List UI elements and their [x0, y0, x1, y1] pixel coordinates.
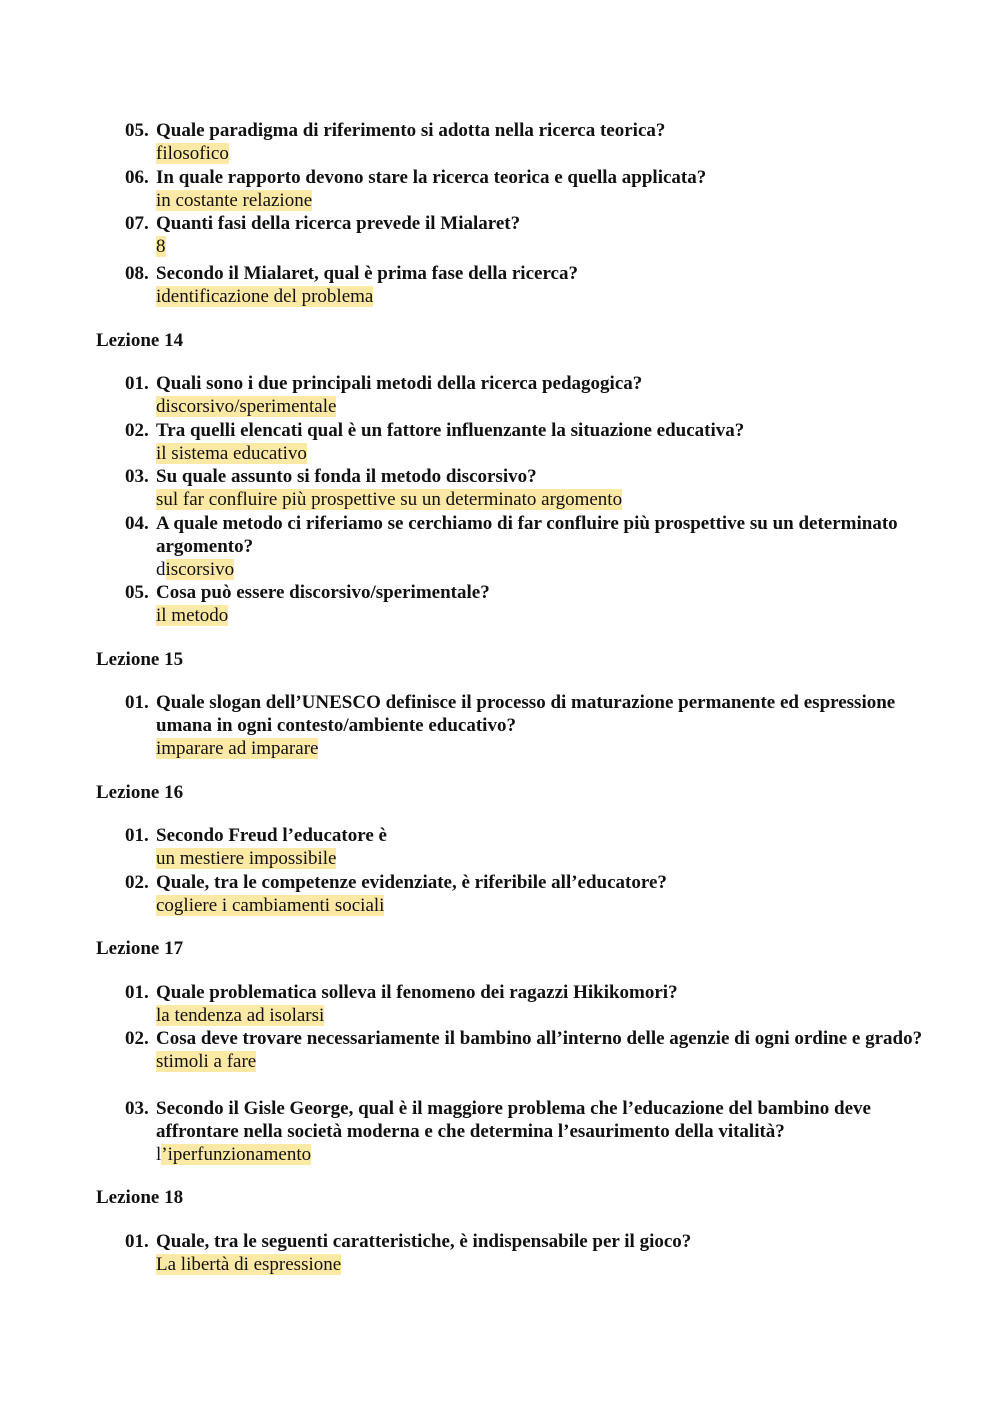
question-item	[125, 691, 925, 760]
question-item	[125, 871, 925, 917]
question-number: 05.	[125, 120, 149, 141]
answer-highlight: stimoli a fare	[156, 1051, 257, 1072]
answer-highlight: 8	[156, 236, 166, 257]
answer-highlight: la tendenza ad isolarsi	[156, 1005, 325, 1026]
question-text: Quale, tra le seguenti caratteristiche, è indispensabile per il gioco?	[156, 1231, 692, 1252]
answer	[156, 442, 925, 465]
answer-highlight: filosofico	[156, 143, 229, 164]
question-number: 01.	[125, 825, 149, 846]
question-number: 01.	[125, 692, 149, 713]
answer-highlight: un mestiere impossibile	[156, 848, 337, 869]
lesson-heading: Lezione 15	[96, 649, 184, 670]
answer-highlight: La libertà di espressione	[156, 1254, 342, 1275]
question-number: 06.	[125, 167, 149, 188]
lesson-heading: Lezione 17	[96, 938, 184, 959]
answer	[156, 847, 925, 870]
question-number: 03.	[125, 1098, 149, 1119]
answer	[156, 395, 925, 418]
question-item	[125, 1027, 925, 1073]
answer: discorsivo	[156, 559, 235, 580]
question-text: Secondo il Gisle George, qual è il maggiore problema che l’educazione del bambino deve affrontare nella società moderna e che determina l’esaurimento della vitalità?	[156, 1098, 871, 1142]
answer	[156, 285, 925, 308]
question-number: 03.	[125, 466, 149, 487]
answer	[156, 1004, 925, 1027]
question-item	[125, 1230, 925, 1276]
question-item	[125, 372, 925, 418]
question-item	[125, 166, 925, 212]
question-item	[125, 824, 925, 870]
question-number: 05.	[125, 582, 149, 603]
question-item	[125, 212, 925, 258]
answer-highlight: discorsivo/sperimentale	[156, 396, 337, 417]
answer	[156, 1253, 925, 1276]
question-text: Tra quelli elencati qual è un fattore influenzante la situazione educativa?	[156, 420, 745, 441]
answer	[156, 604, 925, 627]
question-item	[125, 465, 925, 511]
question-number: 01.	[125, 1231, 149, 1252]
answer-highlight: ’iperfunzionamento	[161, 1144, 312, 1165]
lesson-heading: Lezione 18	[96, 1187, 184, 1208]
question-item	[125, 1097, 925, 1166]
answer-highlight: imparare ad imparare	[156, 738, 319, 759]
answer-highlight: cogliere i cambiamenti sociali	[156, 895, 385, 916]
question-text: Secondo Freud l’educatore è	[156, 825, 387, 846]
question-text: Secondo il Mialaret, qual è prima fase della ricerca?	[156, 263, 578, 284]
question-number: 07.	[125, 213, 149, 234]
question-text: Quale slogan dell’UNESCO definisce il processo di maturazione permanente ed espressione umana in ogni contesto/ambiente educativo?	[156, 692, 896, 736]
question-text: Quale problematica solleva il fenomeno dei ragazzi Hikikomori?	[156, 982, 678, 1003]
answer	[156, 1050, 925, 1073]
question-item	[125, 119, 925, 165]
answer	[156, 142, 925, 165]
question-number: 02.	[125, 872, 149, 893]
question-item	[125, 262, 925, 308]
question-item	[125, 419, 925, 465]
lesson-heading: Lezione 16	[96, 782, 184, 803]
question-text: Quanti fasi della ricerca prevede il Mialaret?	[156, 213, 521, 234]
question-number: 08.	[125, 263, 149, 284]
answer	[156, 235, 925, 258]
answer-highlight: il metodo	[156, 605, 229, 626]
question-text: Quale paradigma di riferimento si adotta nella ricerca teorica?	[156, 120, 666, 141]
answer-highlight: iscorsivo	[165, 559, 235, 580]
question-number: 02.	[125, 420, 149, 441]
question-number: 01.	[125, 373, 149, 394]
question-item	[125, 512, 925, 581]
question-text: Quali sono i due principali metodi della ricerca pedagogica?	[156, 373, 643, 394]
question-text: Su quale assunto si fonda il metodo discorsivo?	[156, 466, 537, 487]
answer: l’iperfunzionamento	[156, 1144, 312, 1165]
lesson-heading: Lezione 14	[96, 330, 184, 351]
answer	[156, 737, 925, 760]
question-number: 02.	[125, 1028, 149, 1049]
answer	[156, 189, 925, 212]
answer-highlight: sul far confluire più prospettive su un determinato argomento	[156, 489, 623, 510]
question-text: Quale, tra le competenze evidenziate, è riferibile all’educatore?	[156, 872, 667, 893]
answer	[156, 894, 925, 917]
question-text: In quale rapporto devono stare la ricerca teorica e quella applicata?	[156, 167, 707, 188]
question-text: Cosa deve trovare necessariamente il bambino all’interno delle agenzie di ogni ordine e grado?	[156, 1028, 923, 1049]
answer-highlight: il sistema educativo	[156, 443, 307, 464]
question-item	[125, 981, 925, 1027]
answer-highlight: in costante relazione	[156, 190, 313, 211]
question-number: 04.	[125, 513, 149, 534]
question-item	[125, 581, 925, 627]
question-text: Cosa può essere discorsivo/sperimentale?	[156, 582, 490, 603]
answer-highlight: identificazione del problema	[156, 286, 374, 307]
question-text: A quale metodo ci riferiamo se cerchiamo di far confluire più prospettive su un determinato argomento?	[156, 513, 898, 557]
question-number: 01.	[125, 982, 149, 1003]
answer	[156, 488, 925, 511]
